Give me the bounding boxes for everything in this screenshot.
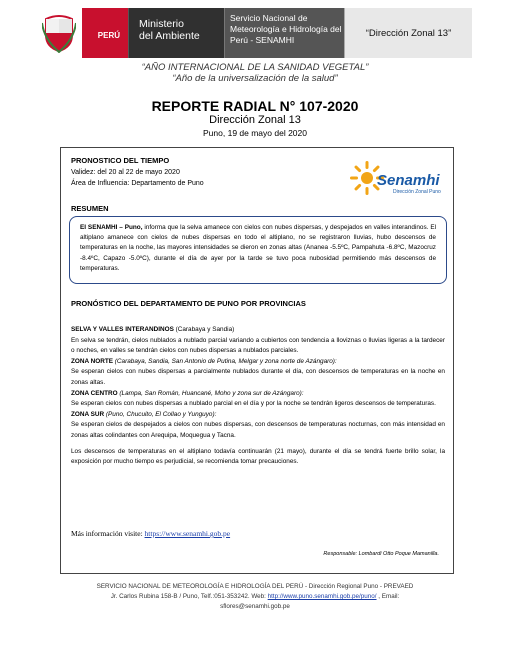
footer-line-1: SERVICIO NACIONAL DE METEOROLOGÍA E HIDROLOGÍA DEL PERÚ - Dirección Regional Puno - PREVAED xyxy=(96,583,414,590)
report-date: Puno, 19 de mayo del 2020 xyxy=(203,128,307,138)
responsible-note: Responsable: Lombardi Otto Poque Mamanilla. xyxy=(323,551,439,557)
peru-label-box xyxy=(82,8,128,58)
agency-line-3: Perú - SENAMHI xyxy=(230,35,295,45)
region-header-norte xyxy=(71,357,445,368)
senamhi-logo xyxy=(349,156,445,208)
footer-email[interactable]: sflores@senamhi.gob.pe xyxy=(220,603,290,610)
region-name: ZONA CENTRO xyxy=(71,389,118,397)
forecast-validity: Validez: del 20 al 22 de mayo 2020 xyxy=(71,169,180,176)
government-header xyxy=(36,8,472,58)
region-header-centro xyxy=(71,389,445,400)
zone-label: “Dirección Zonal 13” xyxy=(365,27,452,39)
more-info-line xyxy=(71,529,230,538)
region-name: SELVA Y VALLES INTERANDINOS xyxy=(71,326,174,333)
ministry-line-1: Ministerio xyxy=(139,18,184,30)
region-text: Se esperan cielos con nubes dispersas a parcialmente nublados durante el día, con descensos de temperaturas en la noche en zonas altas. xyxy=(71,368,445,386)
region-areas: (Puno, Chucuito, El Collao y Yunguyo): xyxy=(104,410,217,418)
region-text: Se esperan cielos de despejados a cielos con nubes dispersas, con descensos de temperaturas nocturnas, con más intensidad en zonas altas colindantes con Arequipa, Moquegua y Tacna. xyxy=(71,421,445,439)
region-areas: (Lampa, San Román, Huancané, Moho y zona sur de Azángaro): xyxy=(117,389,304,397)
region-name: ZONA SUR xyxy=(71,410,105,418)
ministry-box xyxy=(128,8,224,58)
logo-wordmark: Senamhi xyxy=(377,172,440,189)
year-title-2: “Año de la universalización de la salud” xyxy=(172,73,338,84)
ministry-line-2: del Ambiente xyxy=(139,30,200,42)
more-info-label: Más información visite: xyxy=(71,529,145,538)
region-areas: (Carabaya y Sandia) xyxy=(173,326,235,333)
footer-email-label: , Email: xyxy=(376,593,400,600)
region-name: ZONA NORTE xyxy=(71,357,114,365)
forecast-title: PRONOSTICO DEL TIEMPO xyxy=(71,156,170,165)
forecast-area: Área de Influencia: Departamento de Puno xyxy=(71,180,204,187)
logo-subtitle: Dirección Zonal Puno xyxy=(393,189,441,195)
regions-list xyxy=(71,325,445,468)
summary-title: RESUMEN xyxy=(71,204,109,213)
coat-of-arms-icon xyxy=(42,13,76,53)
region-header-sur xyxy=(71,410,445,421)
summary-body: informa que la selva amanece con cielos con nubes dispersas, y despejados en valles interandinos. El altiplano amanece con cielos de nubes dispersas en todo el altiplano, no se registraron lluvias, hubo descensos de temperaturas en la noche, las mayores intensidades se dieron en zonas altas (Ananea -5.5ºC, Pampahuta -6.8ºC, Mazocruz -8.4ºC, Capazo -5.0ºC), durante el día de ayer por la tarde se tuvo poca nubosidad permitiendo más descensos de temperaturas. xyxy=(80,224,437,272)
summary-box xyxy=(69,216,447,284)
region-areas: (Carabaya, Sandia, San Antonio de Putina, Melgar y zona norte de Azángaro): xyxy=(113,357,337,365)
provinces-title: PRONÓSTICO DEL DEPARTAMENTO DE PUNO POR PROVINCIAS xyxy=(71,299,306,308)
senamhi-website-link[interactable]: https://www.senamhi.gob.pe xyxy=(144,529,231,538)
agency-box xyxy=(224,8,344,58)
closing-paragraph: Los descensos de temperaturas en el altiplano todavía continuarán (21 mayo), durante el día se tendrá fuerte brillo solar, la exposición por mucho tiempo es perjudicial, se recomienda tomar precauciones. xyxy=(71,447,445,466)
report-body-box xyxy=(60,147,454,574)
footer-address: Jr. Carlos Rubina 158-B / Puno, Telf.:051-353242. Web: xyxy=(110,593,268,600)
report-zone: Dirección Zonal 13 xyxy=(209,114,301,126)
footer-web-link[interactable]: http://www.puno.senamhi.gob.pe/puno/ xyxy=(267,593,377,600)
year-title-1: “AÑO INTERNACIONAL DE LA SANIDAD VEGETAL” xyxy=(141,62,369,73)
agency-line-1: Servicio Nacional de xyxy=(230,13,308,23)
agency-line-2: Meteorología e Hidrología del xyxy=(230,24,342,34)
footer-line-2 xyxy=(0,592,510,602)
region-header-selva xyxy=(71,325,445,336)
report-title: REPORTE RADIAL N° 107-2020 xyxy=(151,98,359,114)
country-label: PERÚ xyxy=(97,31,120,40)
zone-box xyxy=(344,8,472,58)
region-text: En selva se tendrán, cielos nublados a nublado parcial variando a cubiertos con tendencia a lloviznas o lluvias ligeras a la tardecer o noches, en valles se tendrán cielos con nubes dispersas a nublados parciales. xyxy=(71,336,445,355)
region-text: Se esperan cielos con nubes dispersas a nublado parcial en el día y por la noche se tendrán ligeros descensos de temperaturas. xyxy=(71,400,436,408)
page-footer xyxy=(0,582,510,612)
summary-lead: EI SENAMHI – Puno, xyxy=(80,224,143,231)
peru-coat-of-arms xyxy=(36,8,82,58)
